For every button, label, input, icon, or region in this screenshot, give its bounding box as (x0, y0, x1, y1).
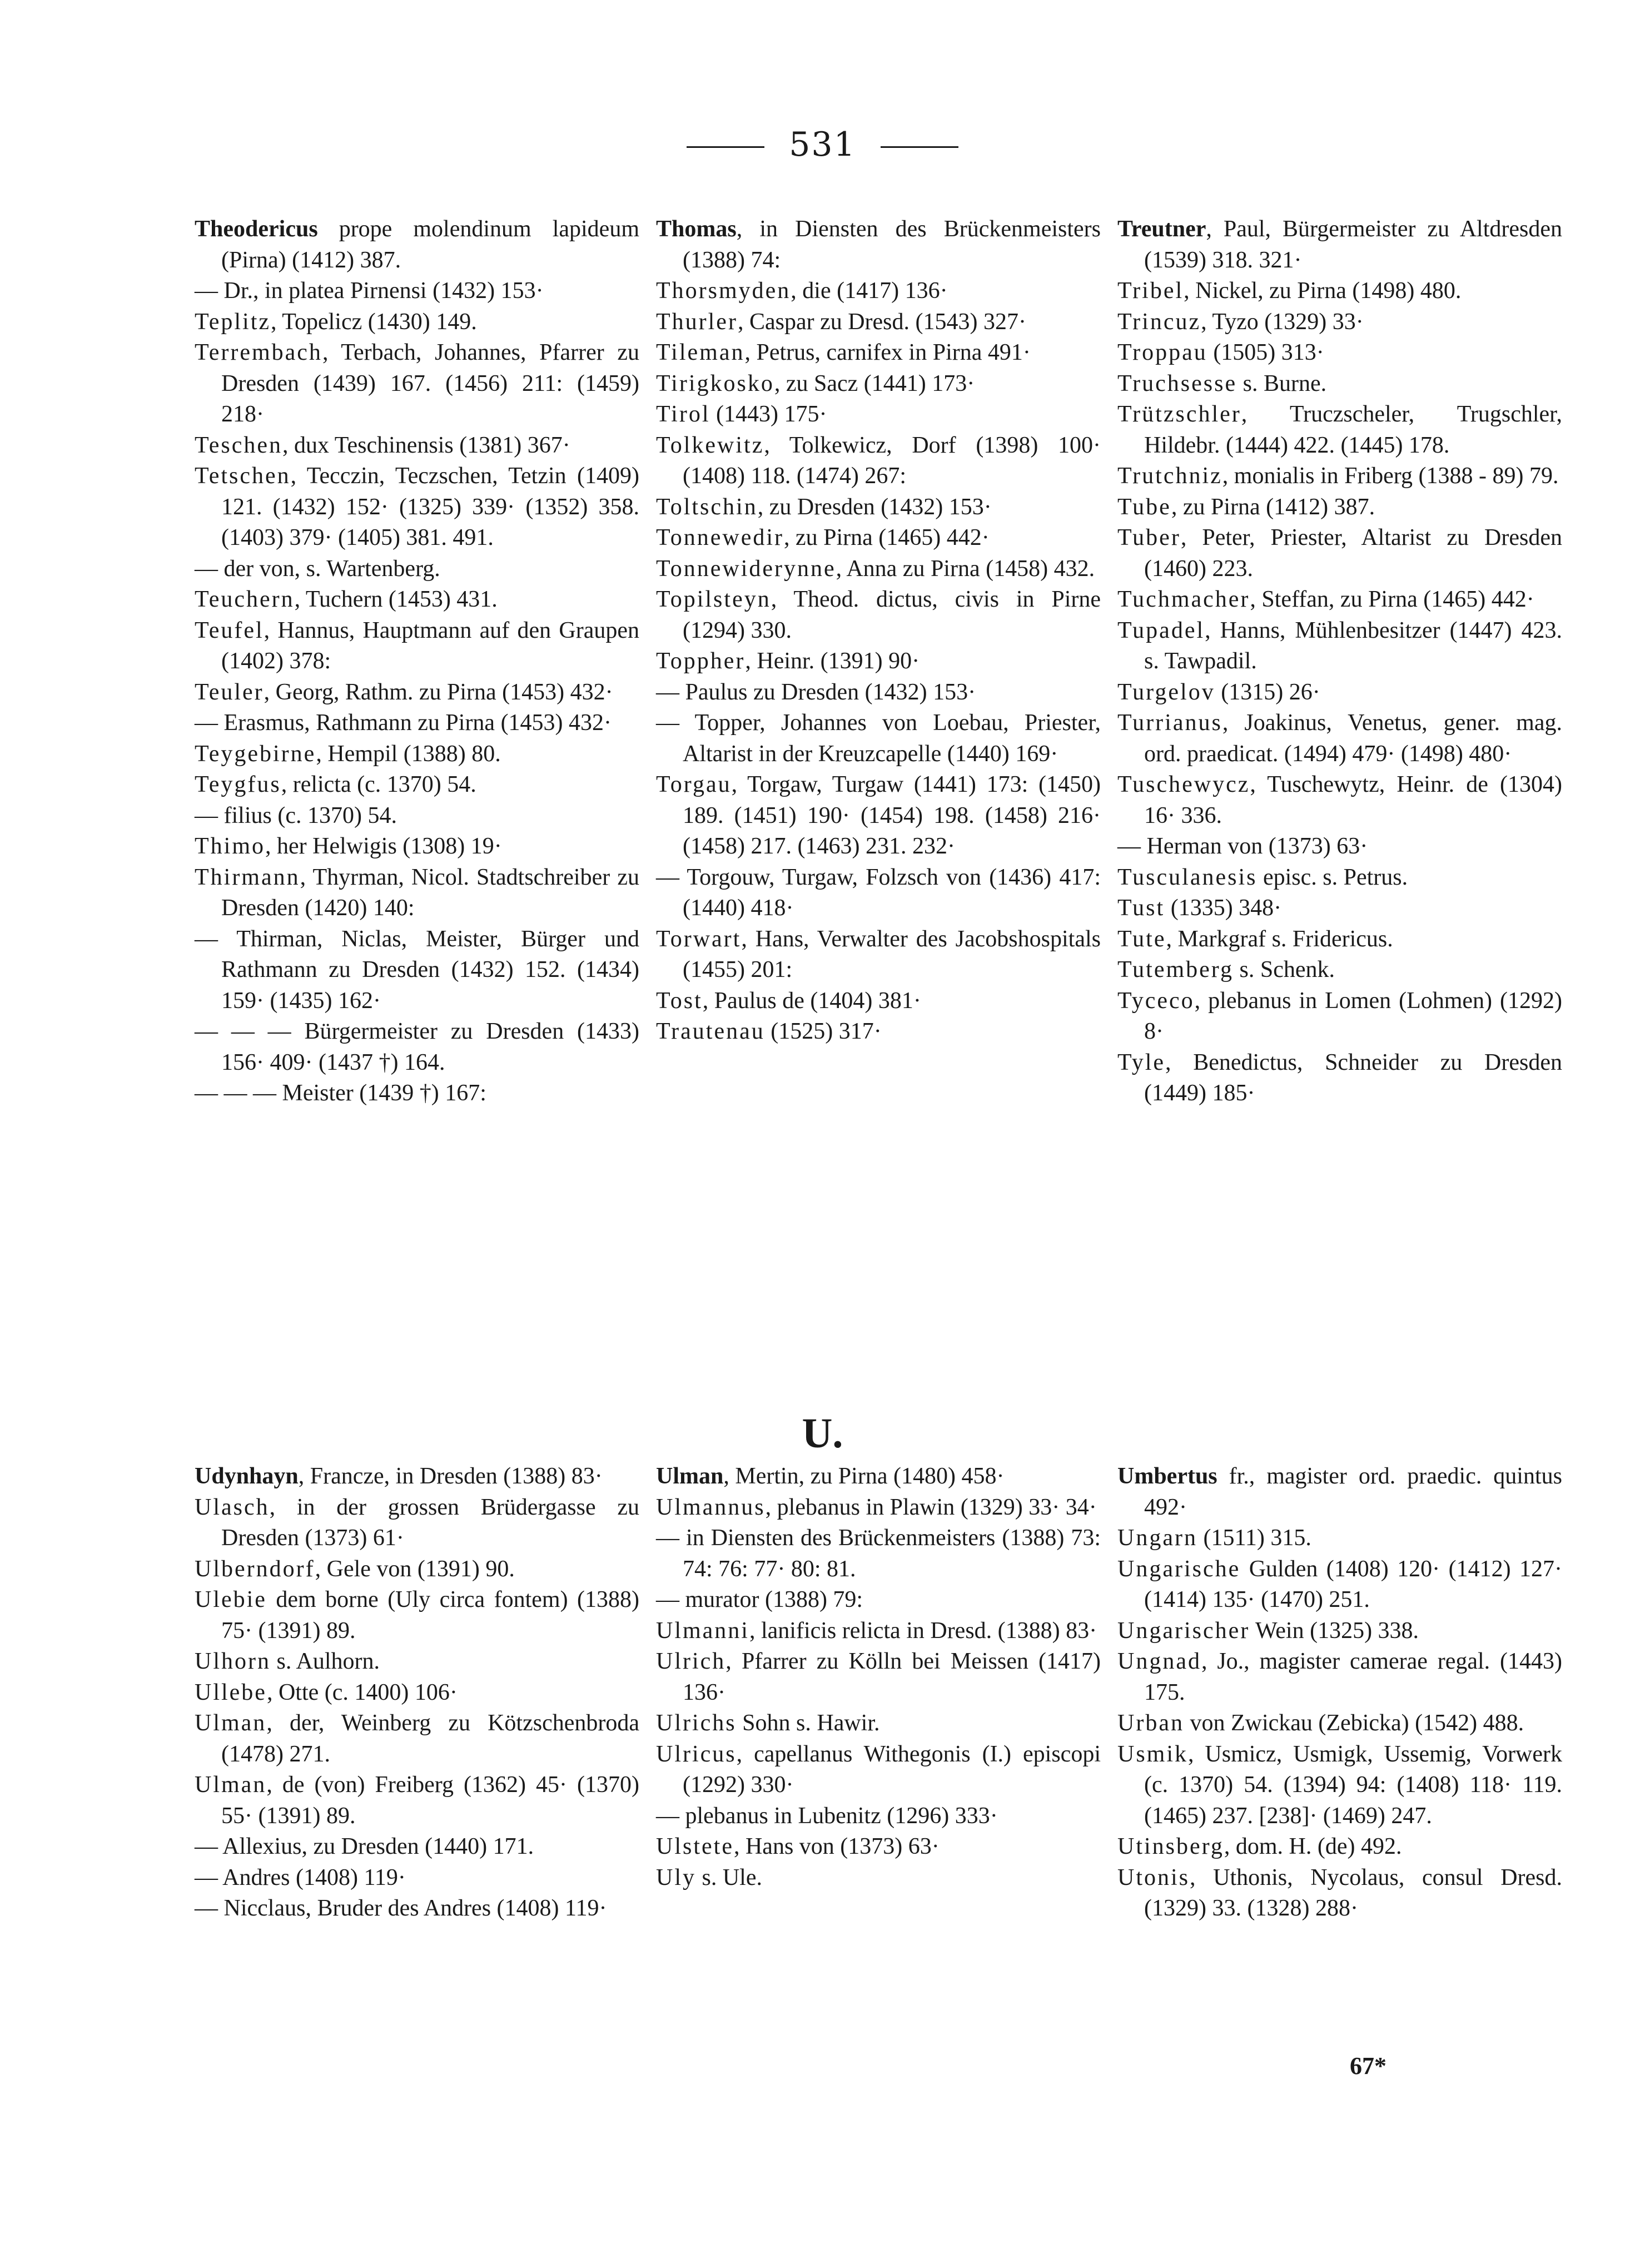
entry-text: , Markgraf s. Fridericus. (1166, 926, 1393, 952)
index-entry (195, 1078, 639, 1109)
entry-text: , zu Pirna (1412) 387. (1171, 494, 1375, 520)
entry-headword: Tetschen (195, 463, 291, 489)
entry-text: , plebanus in Plawin (1329) 33· 34· (765, 1494, 1097, 1520)
entry-headword: Tyceco (1117, 987, 1195, 1014)
entry-headword: Torgau (656, 772, 732, 797)
index-entry (1117, 893, 1562, 924)
section-letter: U. (802, 1410, 843, 1457)
entry-headword: Terrembach (195, 340, 322, 365)
index-entry (1117, 1616, 1562, 1647)
index-entry (1117, 1646, 1562, 1708)
index-entry (656, 1739, 1101, 1801)
index-entry (656, 770, 1101, 862)
entry-headword: Thirmann (195, 864, 300, 890)
index-entry (1117, 1461, 1562, 1523)
entry-headword: Tube (1117, 494, 1171, 520)
entry-text: , Mertin, zu Pirna (1480) 458· (723, 1463, 1005, 1489)
index-entry (1117, 770, 1562, 831)
entry-text: — plebanus in Lubenitz (1296) 333· (656, 1803, 998, 1829)
entry-headword: Ulstete (656, 1834, 734, 1859)
entry-headword: Teygebirne (195, 741, 316, 767)
index-entry (1117, 1708, 1562, 1739)
entry-headword: Tileman (656, 340, 745, 365)
index-entry (1117, 677, 1562, 708)
entry-text: , Hans von (1373) 63· (733, 1834, 940, 1859)
index-entry (656, 1708, 1101, 1739)
entry-headword: Tuber (1117, 525, 1181, 550)
entry-text: , Hans, Verwalter des Jacobshospitals (1455) 201: (683, 926, 1101, 982)
entry-text: s. Burne. (1237, 370, 1327, 396)
index-entry (1117, 584, 1562, 616)
entry-text: episc. s. Petrus. (1257, 864, 1408, 890)
index-entry (656, 430, 1101, 492)
index-entry (195, 1492, 639, 1554)
entry-text: , Paul, Bürgermeister zu Altdresden (1539) 318. 321· (1144, 216, 1562, 273)
index-entry (195, 616, 639, 677)
entry-headword: Toltschin (656, 494, 758, 520)
index-entry (656, 1646, 1101, 1708)
entry-headword: Uly (656, 1864, 696, 1890)
entry-headword: Tute (1117, 926, 1166, 952)
entry-text: , capellanus Withegonis (I.) episcopi (1292) 330· (683, 1741, 1101, 1798)
index-entry (656, 646, 1101, 677)
entry-headword: Ungarn (1117, 1525, 1197, 1551)
entry-headword: Ulrichs (656, 1710, 737, 1736)
index-entry (1117, 924, 1562, 955)
entry-headword: Theodericus (195, 216, 318, 242)
index-entry (195, 584, 639, 616)
entry-text: von Zwickau (Zebicka) (1542) 488. (1184, 1710, 1524, 1736)
index-entry (656, 307, 1101, 338)
index-entry (1117, 1523, 1562, 1554)
entry-text: , Joakinus, Venetus, gener. mag. ord. praedicat. (1494) 479· (1498) 480· (1144, 710, 1562, 767)
index-entry (1117, 399, 1562, 461)
entry-text: , Topelicz (1430) 149. (271, 309, 477, 335)
index-entry (1117, 338, 1562, 369)
header-rule-left (687, 146, 764, 148)
entry-headword: Trützschler (1117, 401, 1241, 427)
entry-text: , Thyrman, Nicol. Stadtschreiber zu Dresden (1420) 140: (221, 864, 639, 921)
index-entry (656, 1863, 1101, 1894)
index-column-u-3 (1117, 1461, 1562, 1924)
index-entry (656, 214, 1101, 276)
entry-text: , Tolkewicz, Dorf (1398) 100· (1408) 118. (1474) 267: (683, 432, 1101, 489)
index-entry (195, 1554, 639, 1585)
entry-headword: Thorsmyden (656, 278, 791, 304)
index-entry (1117, 276, 1562, 307)
entry-headword: Utinsberg (1117, 1834, 1224, 1859)
entry-headword: Urban (1117, 1710, 1184, 1736)
entry-text: , Theod. dictus, civis in Pirne (1294) 330. (683, 587, 1101, 643)
index-entry (195, 430, 639, 461)
index-entry (195, 1832, 639, 1863)
index-entry (656, 1801, 1101, 1832)
index-entry (656, 1461, 1101, 1492)
index-entry (1117, 492, 1562, 523)
entry-text: Sohn s. Hawir. (736, 1710, 880, 1736)
index-entry (195, 708, 639, 739)
entry-text: , her Helwigis (1308) 19· (265, 833, 502, 859)
index-entry (656, 523, 1101, 554)
index-entry (195, 677, 639, 708)
index-entry (1117, 955, 1562, 986)
entry-text: — murator (1388) 79: (656, 1587, 863, 1612)
entry-text: , Pfarrer zu Kölln bei Meissen (1417) 136· (683, 1649, 1101, 1705)
entry-text: (1443) 175· (710, 401, 827, 427)
index-entry (195, 801, 639, 832)
entry-text: , zu Sacz (1441) 173· (774, 370, 975, 396)
entry-text: , Paulus de (1404) 381· (702, 987, 921, 1014)
index-entry (195, 554, 639, 585)
entry-text: fr., magister ord. praedic. quintus 492· (1144, 1463, 1562, 1520)
entry-text: , de (von) Freiberg (1362) 45· (1370) 55· (1391) 89. (221, 1772, 639, 1829)
entry-headword: Trutchniz (1117, 463, 1222, 489)
entry-text: — — — Bürgermeister zu Dresden (1433) 156· 409· (1437 †) 164. (195, 1019, 639, 1075)
index-entry (195, 770, 639, 801)
entry-headword: Ulebie (195, 1587, 267, 1612)
entry-text: — Torgouw, Turgaw, Folzsch von (1436) 417: (1440) 418· (656, 864, 1101, 921)
entry-text: , Caspar zu Dresd. (1543) 327· (737, 309, 1026, 335)
index-entry (195, 276, 639, 307)
entry-text: , in Diensten des Brückenmeisters (1388) 74: (683, 216, 1101, 273)
index-entry (1117, 708, 1562, 770)
index-entry (656, 677, 1101, 708)
index-entry (195, 1016, 639, 1078)
entry-text: , in der grossen Brüdergasse zu Dresden (1373) 61· (221, 1494, 639, 1551)
entry-headword: Umbertus (1117, 1463, 1217, 1489)
entry-headword: Turrianus (1117, 710, 1222, 736)
entry-text: , Jo., magister camerae regal. (1443) 175. (1144, 1649, 1562, 1705)
index-entry (195, 1678, 639, 1709)
entry-text: , Nickel, zu Pirna (1498) 480. (1184, 278, 1462, 304)
entry-headword: Teuler (195, 679, 264, 705)
entry-text: , Georg, Rathm. zu Pirna (1453) 432· (264, 679, 613, 705)
index-entry (656, 1616, 1101, 1647)
index-column-u-2 (656, 1461, 1101, 1893)
index-entry (656, 1016, 1101, 1048)
index-entry (195, 461, 639, 554)
entry-text: — Allexius, zu Dresden (1440) 171. (195, 1834, 534, 1859)
entry-text: , Petrus, carnifex in Pirna 491· (744, 340, 1031, 365)
entry-headword: Ungarischer (1117, 1617, 1250, 1644)
index-column-t-3 (1117, 214, 1562, 1109)
entry-text: , Gele von (1391) 90. (315, 1556, 515, 1582)
index-entry (1117, 1832, 1562, 1863)
index-entry (1117, 369, 1562, 400)
index-entry (656, 924, 1101, 986)
entry-text: s. Schenk. (1234, 957, 1335, 982)
entry-text: , die (1417) 136· (791, 278, 948, 304)
index-entry (1117, 986, 1562, 1048)
entry-headword: Tirigkosko (656, 370, 774, 396)
index-entry (656, 399, 1101, 430)
entry-text: — Paulus zu Dresden (1432) 153· (656, 679, 976, 705)
entry-text: , Hannus, Hauptmann auf den Graupen (1402) 378: (221, 617, 639, 674)
entry-text: , Peter, Priester, Altarist zu Dresden (1460) 223. (1144, 525, 1562, 582)
entry-headword: Ullebe (195, 1679, 267, 1705)
entry-text: (1315) 26· (1215, 679, 1320, 705)
entry-text: prope molendinum lapideum (Pirna) (1412) 387. (221, 216, 639, 273)
entry-text: s. Ule. (696, 1864, 762, 1890)
entry-text: , Tuchern (1453) 431. (294, 587, 498, 612)
index-entry (656, 708, 1101, 770)
index-entry (1117, 523, 1562, 584)
entry-text: , dux Teschinensis (1381) 367· (282, 432, 570, 458)
entry-text: , Otte (c. 1400) 106· (266, 1679, 458, 1705)
entry-headword: Tribel (1117, 278, 1184, 304)
entry-text: — in Diensten des Brückenmeisters (1388) 73: 74: 76: 77· 80: 81. (656, 1525, 1101, 1582)
index-entry (1117, 831, 1562, 862)
index-entry (195, 1585, 639, 1646)
entry-headword: Thimo (195, 833, 265, 859)
index-entry (1117, 862, 1562, 894)
index-entry (1117, 1739, 1562, 1832)
entry-headword: Ulman (656, 1463, 724, 1489)
entry-headword: Toppher (656, 648, 746, 674)
entry-headword: Ulasch (195, 1494, 270, 1520)
entry-headword: Tust (1117, 895, 1165, 921)
entry-text: — Thirman, Niclas, Meister, Bürger und Rathmann zu Dresden (1432) 152. (1434) 159· (1435) 162· (195, 926, 639, 1014)
entry-text: , Uthonis, Nycolaus, consul Dresd. (1329) 33. (1328) 288· (1144, 1864, 1562, 1921)
entry-headword: Tupadel (1117, 617, 1205, 643)
entry-text: (1525) 317· (764, 1019, 882, 1044)
entry-headword: Udynhayn (195, 1463, 299, 1489)
entry-headword: Tyle (1117, 1049, 1166, 1075)
index-entry (656, 862, 1101, 924)
entry-headword: Turgelov (1117, 679, 1215, 705)
index-entry (195, 1770, 639, 1832)
entry-headword: Ulrich (656, 1649, 726, 1674)
index-entry (656, 554, 1101, 585)
entry-headword: Ungarische (1117, 1556, 1241, 1582)
entry-text: , Hanns, Mühlenbesitzer (1447) 423. s. Tawpadil. (1144, 617, 1562, 674)
entry-headword: Teschen (195, 432, 282, 458)
index-entry (656, 1585, 1101, 1616)
entry-headword: Ulberndorf (195, 1556, 315, 1582)
entry-text: — Topper, Johannes von Loebau, Priester, Altarist in der Kreuzcapelle (1440) 169· (656, 710, 1101, 767)
entry-text: , lanificis relicta in Dresd. (1388) 83· (749, 1617, 1097, 1644)
entry-headword: Truchsesse (1117, 370, 1238, 396)
entry-text: (1335) 348· (1165, 895, 1282, 921)
entry-text: s. Aulhorn. (271, 1649, 380, 1674)
entry-text: , Tecczin, Teczschen, Tetzin (1409) 121. (1432) 152· (1325) 339· (1352) 358. (1403) 379· (1405) 381. 491. (221, 463, 639, 550)
page-header (0, 125, 1645, 164)
entry-text: , Steffan, zu Pirna (1465) 442· (1250, 587, 1534, 612)
entry-headword: Trincuz (1117, 309, 1201, 335)
entry-headword: Tutemberg (1117, 957, 1234, 982)
entry-text: Gulden (1408) 120· (1412) 127· (1414) 135· (1470) 251. (1144, 1556, 1562, 1612)
index-entry (195, 924, 639, 1017)
entry-headword: Tolkewitz (656, 432, 764, 458)
entry-headword: Teuchern (195, 587, 295, 612)
entry-headword: Ulman (195, 1772, 267, 1798)
index-entry (1117, 1863, 1562, 1924)
index-entry (1117, 616, 1562, 677)
entry-text: — Dr., in platea Pirnensi (1432) 153· (195, 278, 544, 304)
entry-headword: Topilsteyn (656, 587, 771, 612)
entry-headword: Ungnad (1117, 1649, 1201, 1674)
entry-headword: Tost (656, 987, 703, 1014)
index-entry (1117, 1554, 1562, 1616)
entry-text: , Benedictus, Schneider zu Dresden (1449) 185· (1144, 1049, 1562, 1106)
entry-headword: Thurler (656, 309, 738, 335)
entry-text: Wein (1325) 338. (1250, 1617, 1419, 1644)
entry-headword: Torwart (656, 926, 742, 952)
entry-headword: Usmik (1117, 1741, 1189, 1767)
entry-headword: Utonis (1117, 1864, 1190, 1890)
index-entry (195, 214, 639, 276)
entry-headword: Treutner (1117, 216, 1206, 242)
index-entry (195, 739, 639, 770)
index-entry (656, 492, 1101, 523)
index-entry (195, 1893, 639, 1924)
index-entry (1117, 461, 1562, 492)
entry-text: , relicta (c. 1370) 54. (281, 772, 476, 797)
entry-headword: Teplitz (195, 309, 271, 335)
entry-text: , Hempil (1388) 80. (316, 741, 501, 767)
index-entry (1117, 1048, 1562, 1109)
index-column-t-2 (656, 214, 1101, 1048)
entry-text: , der, Weinberg zu Kötzschenbroda (1478) 271. (221, 1710, 639, 1767)
entry-text: , Tuschewytz, Heinr. de (1304) 16· 336. (1144, 772, 1562, 828)
entry-text: — Erasmus, Rathmann zu Pirna (1453) 432· (195, 710, 612, 736)
index-entry (195, 1646, 639, 1678)
entry-text: , Heinr. (1391) 90· (745, 648, 920, 674)
entry-text: , Usmicz, Usmigk, Ussemig, Vorwerk (c. 1370) 54. (1394) 94: (1408) 118· 119. (1465) 237. [238]· (1469) 247. (1144, 1741, 1562, 1829)
header-rule-right (881, 146, 958, 148)
entry-headword: Teygfus (195, 772, 281, 797)
index-entry (656, 338, 1101, 369)
entry-headword: Tuchmacher (1117, 587, 1250, 612)
index-entry (656, 1523, 1101, 1585)
entry-text: , Francze, in Dresden (1388) 83· (298, 1463, 603, 1489)
index-entry (656, 986, 1101, 1017)
entry-headword: Trautenau (656, 1019, 765, 1044)
entry-headword: Ulman (195, 1710, 267, 1736)
entry-headword: Ulhorn (195, 1649, 271, 1674)
entry-text: , Anna zu Pirna (1458) 432. (836, 555, 1095, 582)
entry-text: — Andres (1408) 119· (195, 1864, 406, 1890)
index-column-t-1 (195, 214, 639, 1109)
signature-mark: 67* (1350, 2052, 1386, 2080)
entry-text: (1505) 313· (1207, 340, 1324, 365)
entry-text: — — — Meister (1439 †) 167: (195, 1080, 486, 1106)
index-entry (195, 862, 639, 924)
index-entry (656, 369, 1101, 400)
entry-headword: Tonnewedir (656, 525, 784, 550)
index-entry (656, 1832, 1101, 1863)
entry-text: , zu Pirna (1465) 442· (784, 525, 990, 550)
index-entry (656, 584, 1101, 646)
page-number: 531 (789, 125, 856, 164)
index-entry (195, 1461, 639, 1492)
entry-text: , monialis in Friberg (1388 - 89) 79. (1222, 463, 1559, 489)
index-entry (195, 338, 639, 430)
entry-headword: Tusculanesis (1117, 864, 1258, 890)
entry-headword: Thomas (656, 216, 737, 242)
entry-headword: Teufel (195, 617, 264, 643)
entry-text: — der von, s. Wartenberg. (195, 555, 440, 582)
index-entry (195, 1863, 639, 1894)
index-entry (195, 307, 639, 338)
index-column-u-1 (195, 1461, 639, 1924)
entry-headword: Tonnewiderynne (656, 555, 836, 582)
entry-headword: Tuschewycz (1117, 772, 1250, 797)
entry-text: , plebanus in Lomen (Lohmen) (1292) 8· (1144, 987, 1562, 1044)
index-entry (656, 1492, 1101, 1523)
entry-text: , zu Dresden (1432) 153· (757, 494, 992, 520)
index-entry (656, 276, 1101, 307)
entry-headword: Ulricus (656, 1741, 737, 1767)
index-entry (195, 1708, 639, 1770)
index-entry (1117, 307, 1562, 338)
entry-text: , Tyzo (1329) 33· (1201, 309, 1364, 335)
entry-headword: Tirol (656, 401, 710, 427)
entry-text: dem borne (Uly circa fontem) (1388) 75· (1391) 89. (221, 1587, 639, 1644)
index-entry (1117, 214, 1562, 276)
entry-headword: Ulmannus (656, 1494, 766, 1520)
entry-text: — Nicclaus, Bruder des Andres (1408) 119· (195, 1895, 607, 1921)
entry-text: (1511) 315. (1197, 1525, 1311, 1551)
entry-text: , Truczscheler, Trugschler, Hildebr. (1444) 422. (1445) 178. (1144, 401, 1562, 458)
entry-text: — Herman von (1373) 63· (1117, 833, 1368, 859)
entry-headword: Troppau (1117, 340, 1207, 365)
entry-text: , dom. H. (de) 492. (1224, 1834, 1402, 1859)
entry-headword: Ulmanni (656, 1617, 749, 1644)
entry-text: , Terbach, Johannes, Pfarrer zu Dresden (1439) 167. (1456) 211: (1459) 218· (221, 340, 639, 427)
index-entry (195, 831, 639, 862)
entry-text: — filius (c. 1370) 54. (195, 802, 397, 828)
entry-text: , Torgaw, Turgaw (1441) 173: (1450) 189. (1451) 190· (1454) 198. (1458) 216· (1458) 217. (1463) 231. 232· (683, 772, 1101, 859)
